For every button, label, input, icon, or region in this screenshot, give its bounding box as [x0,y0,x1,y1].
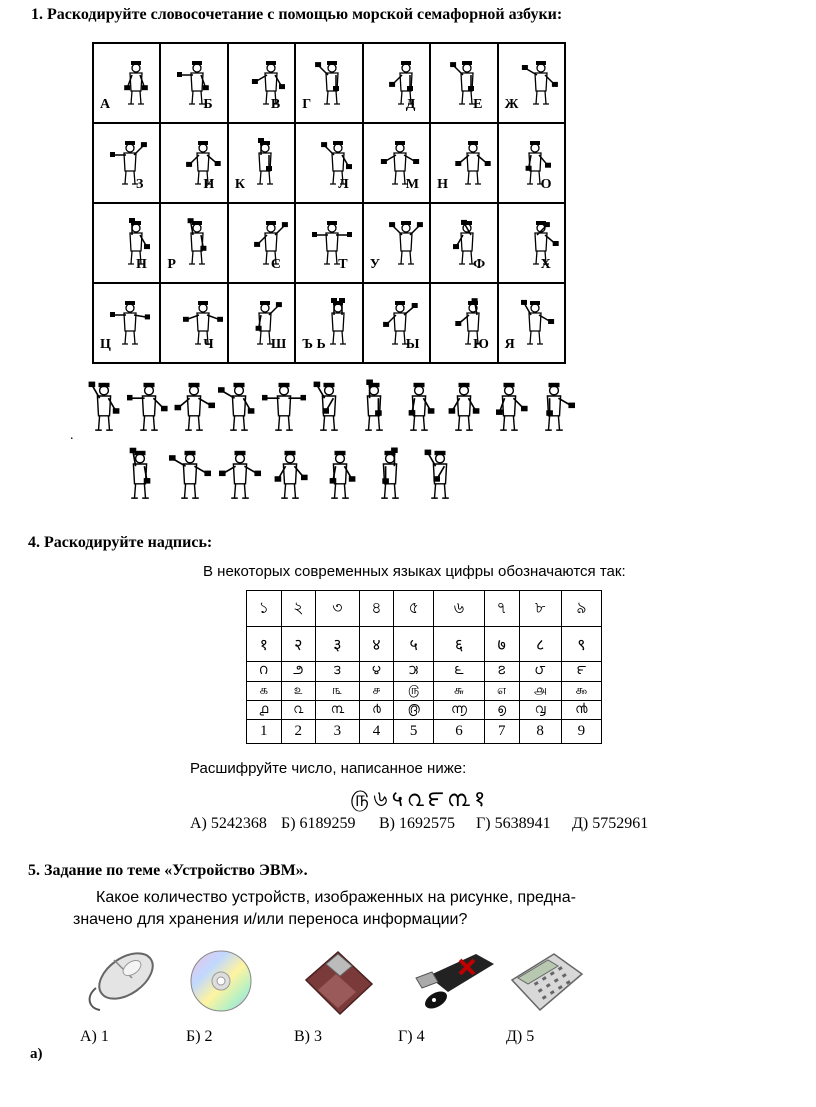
numeral-cell: ৮ [519,591,561,627]
numeral-cell: ௨ [281,682,316,701]
semaphore-letter-label: Л [338,177,349,192]
answer-option: А) 1 [80,1028,109,1045]
numeral-cell: ४ [359,626,394,662]
semaphore-sailor-figure [312,58,352,108]
numeral-cell: ౨ [281,662,316,682]
semaphore-sailor-figure [262,378,306,436]
semaphore-sailor-figure [177,218,217,268]
semaphore-letter-cell [295,283,362,363]
semaphore-letter-label: Б [203,97,213,112]
semaphore-letter-cell [93,123,160,203]
answer-option: В) 1692575 [379,815,455,832]
numeral-cell: १ [247,626,282,662]
semaphore-sailor-figure [418,446,462,504]
semaphore-letter-label: А [100,97,111,112]
numeral-row [247,719,602,743]
semaphore-sailor-figure [127,378,171,436]
numeral-cell: ௫ [394,682,434,701]
semaphore-letter-cell [498,203,565,283]
numeral-cell: ৯ [561,591,601,627]
numeral-cell: ౭ [484,662,519,682]
answer-option: Г) 4 [398,1028,425,1045]
semaphore-sailor-figure [453,138,493,188]
semaphore-letter-cell [430,283,497,363]
semaphore-letter-label: М [405,177,419,192]
semaphore-sailor-figure [116,58,156,108]
semaphore-letter-label: Г [302,97,312,112]
numeral-row [247,626,602,662]
semaphore-letter-cell [228,43,295,123]
semaphore-sailor-figure [515,298,555,348]
numeral-cell: 1 [247,719,282,743]
semaphore-letter-cell [363,123,430,203]
semaphore-letter-label: С [270,257,281,272]
numeral-row [247,591,602,627]
semaphore-sailor-figure [172,378,216,436]
semaphore-letter-cell [498,283,565,363]
encoded-number: ௫৬५൨౯൩१ [350,787,490,812]
numeral-cell: ৭ [484,591,519,627]
numeral-cell: ൫ [394,701,434,720]
semaphore-letter-label: К [234,177,245,192]
semaphore-letter-cell [363,203,430,283]
semaphore-letter-label: Ш [270,337,287,352]
numeral-cell: ൮ [519,701,561,720]
task4-intro: В некоторых современных языках цифры обозначаются так: [203,563,626,580]
semaphore-letter-label: Ю [473,337,489,352]
answer-option: А) 5242368 [190,815,267,832]
answer-option: Г) 5638941 [476,815,551,832]
semaphore-sailor-figure [487,378,531,436]
semaphore-sailor-figure [268,446,312,504]
semaphore-letter-cell [430,203,497,283]
numeral-cell: ౫ [394,662,434,682]
answer-option: Б) 6189259 [281,815,356,832]
numeral-cell: ௭ [484,682,519,701]
semaphore-letter-cell [363,283,430,363]
semaphore-letter-cell [160,283,227,363]
numeral-row [247,701,602,720]
numeral-systems-table [246,590,602,744]
semaphore-sailor-figure [532,378,576,436]
numeral-cell: ৪ [359,591,394,627]
numeral-cell: ൪ [359,701,394,720]
semaphore-sailor-figure [82,378,126,436]
semaphore-letter-cell [295,43,362,123]
semaphore-letter-cell [93,203,160,283]
numeral-cell: ൭ [484,701,519,720]
numeral-cell: 5 [394,719,434,743]
semaphore-letter-label: Н [437,177,449,192]
numeral-cell: 6 [434,719,485,743]
semaphore-sailor-figure [386,218,426,268]
semaphore-letter-cell [93,283,160,363]
footer-label: а) [30,1046,43,1062]
semaphore-letter-cell [363,43,430,123]
semaphore-letter-label: Ч [203,337,214,352]
cd-disc-icon [188,948,254,1014]
semaphore-letter-label: Р [167,257,176,272]
task4-title: 4. Раскодируйте надпись: [28,534,213,551]
semaphore-letter-cell [295,203,362,283]
semaphore-letter-label: И [203,177,215,192]
semaphore-alphabet-table [92,42,566,364]
semaphore-letter-label: Ъ Ь [302,337,326,352]
semaphore-letter-cell [430,43,497,123]
semaphore-letter-label: Т [338,257,348,272]
semaphore-letter-label: В [270,97,281,112]
task4-prompt: Расшифруйте число, написанное ниже: [190,760,467,777]
numeral-cell: ౩ [316,662,360,682]
numeral-row [247,662,602,682]
numeral-cell: 8 [519,719,561,743]
semaphore-letter-label: Ф [473,257,486,272]
numeral-cell: ൬ [434,701,485,720]
floppy-disk-icon [304,950,374,1016]
usb-flash-drive-icon [414,950,496,1012]
numeral-cell: ৫ [394,591,434,627]
semaphore-letter-label: У [369,257,380,272]
numeral-cell: ௯ [561,682,601,701]
semaphore-letter-label: Ц [100,337,111,352]
semaphore-letter-label: О [540,177,552,192]
numeral-cell: ৩ [316,591,360,627]
semaphore-sailor-figure [352,378,396,436]
semaphore-letter-label: З [136,177,144,192]
numeral-cell: ৬ [434,591,485,627]
numeral-cell: 3 [316,719,360,743]
answer-option: Д) 5 [506,1028,535,1045]
semaphore-letter-label: Х [540,257,551,272]
semaphore-sailor-figure [307,378,351,436]
semaphore-letter-label: П [136,257,147,272]
semaphore-sailor-figure [110,298,150,348]
semaphore-sailor-figure [168,446,212,504]
semaphore-letter-cell [228,203,295,283]
numeral-cell: 9 [561,719,601,743]
numeral-cell: 7 [484,719,519,743]
numeral-cell: ২ [281,591,316,627]
semaphore-sailor-figure [318,446,362,504]
semaphore-letter-cell [160,203,227,283]
message-dot: . [70,428,74,443]
numeral-cell: ൨ [281,701,316,720]
numeral-cell: ൧ [247,701,282,720]
task1-title: 1. Раскодируйте словосочетание с помощью морской семафорной азбуки: [31,6,563,23]
numeral-cell: ௮ [519,682,561,701]
numeral-cell: ౮ [519,662,561,682]
numeral-cell: ५ [394,626,434,662]
numeral-cell: ७ [484,626,519,662]
semaphore-letter-cell [295,123,362,203]
semaphore-letter-cell [228,123,295,203]
answer-option: В) 3 [294,1028,322,1045]
numeral-cell: ௧ [247,682,282,701]
numeral-cell: ६ [434,626,485,662]
semaphore-letter-cell [498,43,565,123]
semaphore-letter-label: Я [504,337,515,352]
semaphore-encoded-message [0,370,816,510]
numeral-cell: ௪ [359,682,394,701]
answer-option: Д) 5752961 [572,815,649,832]
numeral-cell: ௩ [316,682,360,701]
numeral-row [247,682,602,701]
numeral-cell: ౯ [561,662,601,682]
semaphore-sailor-figure [217,378,261,436]
numeral-cell: ८ [519,626,561,662]
numeral-cell: ౬ [434,662,485,682]
numeral-cell: ൯ [561,701,601,720]
numeral-cell: ౪ [359,662,394,682]
task5-question-line1: Какое количество устройств, изображенных на рисунке, предна- [96,889,576,906]
calculator-icon [508,952,584,1014]
numeral-cell: 4 [359,719,394,743]
semaphore-sailor-figure [442,378,486,436]
semaphore-sailor-figure [118,446,162,504]
semaphore-letter-label: Д [405,97,416,112]
semaphore-letter-cell [498,123,565,203]
semaphore-letter-cell [430,123,497,203]
semaphore-letter-label: Ж [504,97,519,112]
semaphore-sailor-figure [368,446,412,504]
semaphore-letter-cell [160,123,227,203]
semaphore-sailor-figure [521,58,561,108]
numeral-cell: ௬ [434,682,485,701]
numeral-cell: ౧ [247,662,282,682]
task5-title: 5. Задание по теме «Устройство ЭВМ». [28,862,308,879]
semaphore-letter-label: Ы [405,337,420,352]
semaphore-letter-cell [93,43,160,123]
semaphore-letter-label: Е [473,97,483,112]
semaphore-sailor-figure [397,378,441,436]
semaphore-letter-cell [160,43,227,123]
answer-option: Б) 2 [186,1028,213,1045]
semaphore-letter-cell [228,283,295,363]
numeral-cell: ১ [247,591,282,627]
semaphore-sailor-figure [110,138,150,188]
numeral-cell: ൩ [316,701,360,720]
semaphore-sailor-figure [245,138,285,188]
numeral-cell: ३ [316,626,360,662]
mouse-icon [82,948,162,1014]
numeral-cell: ९ [561,626,601,662]
numeral-cell: 2 [281,719,316,743]
task5-question-line2: значено для хранения и/или переноса информации? [73,911,468,928]
semaphore-sailor-figure [218,446,262,504]
numeral-cell: २ [281,626,316,662]
